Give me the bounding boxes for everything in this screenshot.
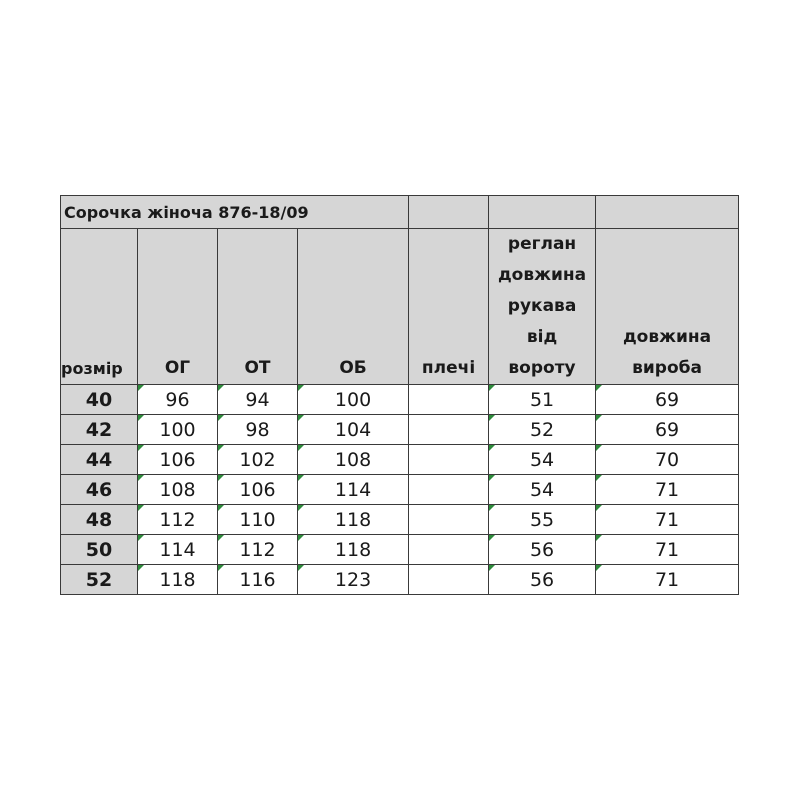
cell-flag-marker	[138, 415, 144, 421]
cell-sleeve-length: 55	[489, 505, 596, 535]
cell-flag-marker	[138, 535, 144, 541]
table-row	[61, 505, 739, 535]
cell-flag-marker	[218, 535, 224, 541]
cell-waist: 112	[218, 535, 298, 565]
table-row	[61, 415, 739, 445]
cell-flag-marker	[489, 385, 495, 391]
cell-flag-marker	[298, 505, 304, 511]
cell-flag-marker	[218, 475, 224, 481]
cell-sleeve-length: 56	[489, 565, 596, 595]
cell-flag-marker	[298, 445, 304, 451]
table-row	[61, 385, 739, 415]
cell-shoulders	[409, 445, 489, 475]
cell-chest: 114	[138, 535, 218, 565]
header-size	[61, 229, 138, 385]
cell-flag-marker	[138, 445, 144, 451]
cell-chest: 108	[138, 475, 218, 505]
table-row	[61, 535, 739, 565]
cell-hips: 108	[298, 445, 409, 475]
cell-flag-marker	[489, 415, 495, 421]
size-chart-table	[60, 195, 739, 595]
cell-flag-marker	[489, 535, 495, 541]
cell-size: 42	[61, 415, 138, 445]
title-row	[61, 196, 739, 229]
cell-hips: 104	[298, 415, 409, 445]
cell-flag-marker	[138, 475, 144, 481]
cell-shoulders	[409, 475, 489, 505]
cell-flag-marker	[138, 505, 144, 511]
cell-hips: 114	[298, 475, 409, 505]
table-title: Сорочка жіноча 876-18/09	[61, 196, 409, 229]
header-garment-length	[596, 229, 739, 385]
cell-sleeve-length: 52	[489, 415, 596, 445]
cell-flag-marker	[596, 385, 602, 391]
cell-sleeve-length: 56	[489, 535, 596, 565]
header-waist	[218, 229, 298, 385]
header-row	[61, 229, 739, 385]
cell-flag-marker	[489, 505, 495, 511]
title-empty-cell	[596, 196, 739, 229]
cell-flag-marker	[596, 475, 602, 481]
cell-garment-length: 71	[596, 565, 739, 595]
table-row	[61, 475, 739, 505]
header-waist-label: ОТ	[244, 358, 271, 378]
table-row	[61, 565, 739, 595]
cell-flag-marker	[218, 415, 224, 421]
cell-flag-marker	[489, 445, 495, 451]
cell-hips: 118	[298, 535, 409, 565]
cell-chest: 106	[138, 445, 218, 475]
cell-flag-marker	[218, 565, 224, 571]
cell-size: 46	[61, 475, 138, 505]
header-sleeve-length-label: реглан довжина рукава від вороту	[497, 234, 587, 378]
cell-waist: 106	[218, 475, 298, 505]
cell-size: 40	[61, 385, 138, 415]
cell-flag-marker	[596, 505, 602, 511]
cell-flag-marker	[596, 445, 602, 451]
header-shoulders	[409, 229, 489, 385]
cell-flag-marker	[138, 565, 144, 571]
cell-garment-length: 71	[596, 475, 739, 505]
header-garment-length-label: довжина вироба	[622, 327, 712, 378]
cell-garment-length: 69	[596, 385, 739, 415]
cell-sleeve-length: 51	[489, 385, 596, 415]
header-shoulders-label: плечі	[421, 358, 476, 378]
title-empty-cell	[409, 196, 489, 229]
cell-size: 52	[61, 565, 138, 595]
header-size-label: розмір	[61, 359, 123, 378]
cell-garment-length: 69	[596, 415, 739, 445]
cell-chest: 118	[138, 565, 218, 595]
cell-waist: 94	[218, 385, 298, 415]
cell-flag-marker	[298, 385, 304, 391]
cell-chest: 100	[138, 415, 218, 445]
cell-size: 50	[61, 535, 138, 565]
cell-waist: 110	[218, 505, 298, 535]
cell-sleeve-length: 54	[489, 445, 596, 475]
header-chest	[138, 229, 218, 385]
cell-shoulders	[409, 415, 489, 445]
cell-chest: 112	[138, 505, 218, 535]
cell-shoulders	[409, 535, 489, 565]
cell-shoulders	[409, 565, 489, 595]
cell-chest: 96	[138, 385, 218, 415]
header-hips-label: ОБ	[339, 358, 367, 378]
cell-hips: 118	[298, 505, 409, 535]
cell-garment-length: 70	[596, 445, 739, 475]
cell-flag-marker	[596, 565, 602, 571]
title-empty-cell	[489, 196, 596, 229]
cell-sleeve-length: 54	[489, 475, 596, 505]
cell-flag-marker	[298, 475, 304, 481]
header-sleeve-length	[489, 229, 596, 385]
cell-waist: 102	[218, 445, 298, 475]
cell-waist: 98	[218, 415, 298, 445]
cell-flag-marker	[298, 535, 304, 541]
cell-flag-marker	[218, 505, 224, 511]
cell-garment-length: 71	[596, 535, 739, 565]
cell-flag-marker	[218, 445, 224, 451]
table-row	[61, 445, 739, 475]
cell-waist: 116	[218, 565, 298, 595]
cell-hips: 100	[298, 385, 409, 415]
header-chest-label: ОГ	[164, 358, 191, 378]
cell-flag-marker	[489, 475, 495, 481]
cell-flag-marker	[489, 565, 495, 571]
cell-flag-marker	[218, 385, 224, 391]
cell-flag-marker	[596, 415, 602, 421]
cell-flag-marker	[298, 415, 304, 421]
cell-flag-marker	[298, 565, 304, 571]
cell-shoulders	[409, 505, 489, 535]
cell-size: 48	[61, 505, 138, 535]
cell-flag-marker	[596, 535, 602, 541]
cell-hips: 123	[298, 565, 409, 595]
cell-shoulders	[409, 385, 489, 415]
cell-flag-marker	[138, 385, 144, 391]
cell-size: 44	[61, 445, 138, 475]
header-hips	[298, 229, 409, 385]
cell-garment-length: 71	[596, 505, 739, 535]
